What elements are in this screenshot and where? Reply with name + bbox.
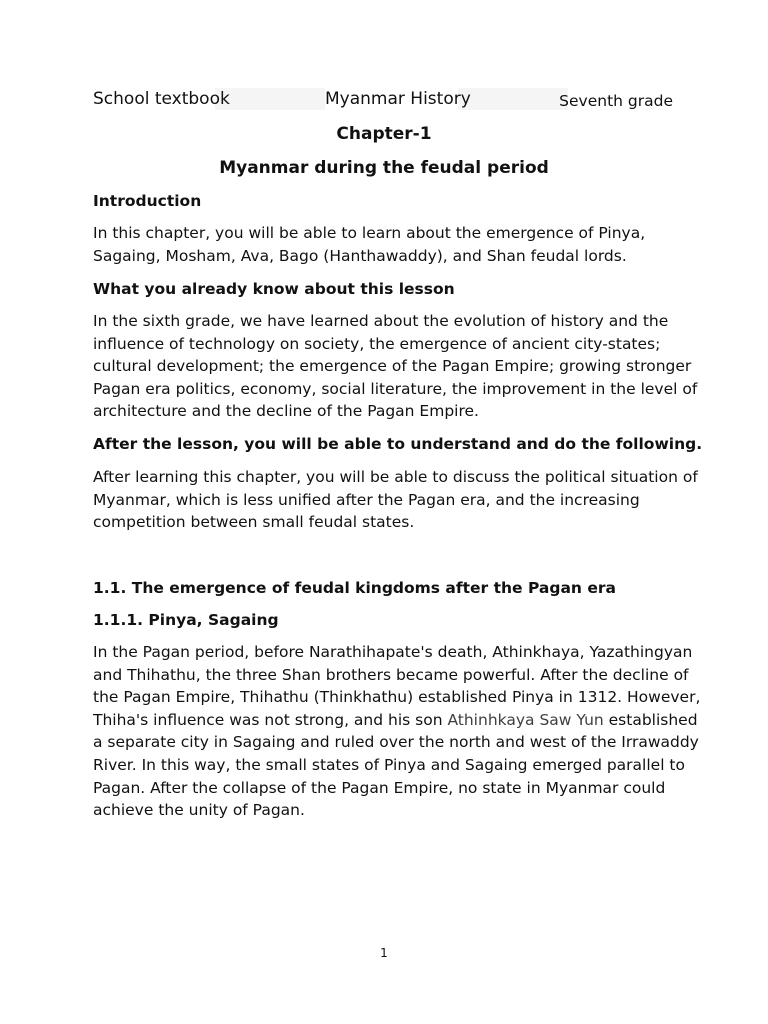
introduction-heading: Introduction xyxy=(93,192,202,210)
paragraph-line: Pagan era politics, economy, social literature, the improvement in the level of xyxy=(93,379,698,398)
after-lesson-paragraph xyxy=(93,466,698,534)
already-know-heading: What you already know about this lesson xyxy=(93,280,455,298)
paragraph-line: Pagan. After the collapse of the Pagan Empire, no state in Myanmar could xyxy=(93,778,666,797)
paragraph-line: In the sixth grade, we have learned about the evolution of history and the xyxy=(93,312,669,330)
paragraph-line: competition between small feudal states. xyxy=(93,513,415,532)
header-left-text: School textbook xyxy=(93,89,230,109)
header-right-text: Seventh grade xyxy=(559,92,673,110)
paragraph-line: Sagaing, Mosham, Ava, Bago (Hanthawaddy), and Shan feudal lords. xyxy=(93,246,627,265)
after-lesson-heading: After the lesson, you will be able to understand and do the following. xyxy=(93,435,703,453)
paragraph-line: architecture and the decline of the Pagan Empire. xyxy=(93,402,479,421)
paragraph-line: Myanmar, which is less unified after the Pagan era, and the increasing xyxy=(93,490,640,509)
paragraph-line: influence of technology on society, the emergence of ancient city-states; xyxy=(93,334,661,353)
paragraph-line: In the Pagan period, before Narathihapate's death, Athinkhaya, Yazathingyan xyxy=(93,643,693,661)
already-know-paragraph xyxy=(93,310,698,423)
section-1-1-1-paragraph xyxy=(93,641,701,822)
paragraph-line: achieve the unity of Pagan. xyxy=(93,801,305,820)
chapter-title: Myanmar during the feudal period xyxy=(219,158,549,178)
paragraph-line xyxy=(93,709,698,732)
page-header xyxy=(93,88,673,112)
line-segment: established xyxy=(603,710,698,729)
chapter-label: Chapter-1 xyxy=(336,124,432,144)
page-number: 1 xyxy=(380,946,388,960)
paragraph-line: the Pagan Empire, Thihathu (Thinkhathu) established Pinya in 1312. However, xyxy=(93,688,701,707)
header-center-text: Myanmar History xyxy=(325,89,471,109)
paragraph-line: cultural development; the emergence of the Pagan Empire; growing stronger xyxy=(93,357,692,376)
section-1-1-1-heading: 1.1.1. Pinya, Sagaing xyxy=(93,611,279,629)
paragraph-line: In this chapter, you will be able to learn about the emergence of Pinya, xyxy=(93,224,646,242)
paragraph-line: and Thihathu, the three Shan brothers became powerful. After the decline of xyxy=(93,665,689,684)
highlighted-name: Athinhkaya Saw Yun xyxy=(447,710,604,729)
line-segment: Thiha's influence was not strong, and his son xyxy=(93,710,448,729)
paragraph-line: After learning this chapter, you will be able to discuss the political situation of xyxy=(93,468,698,486)
section-1-1-heading: 1.1. The emergence of feudal kingdoms after the Pagan era xyxy=(93,579,616,597)
paragraph-line: a separate city in Sagaing and ruled over the north and west of the Irrawaddy xyxy=(93,733,699,752)
introduction-paragraph xyxy=(93,222,683,267)
paragraph-line: River. In this way, the small states of Pinya and Sagaing emerged parallel to xyxy=(93,755,685,774)
